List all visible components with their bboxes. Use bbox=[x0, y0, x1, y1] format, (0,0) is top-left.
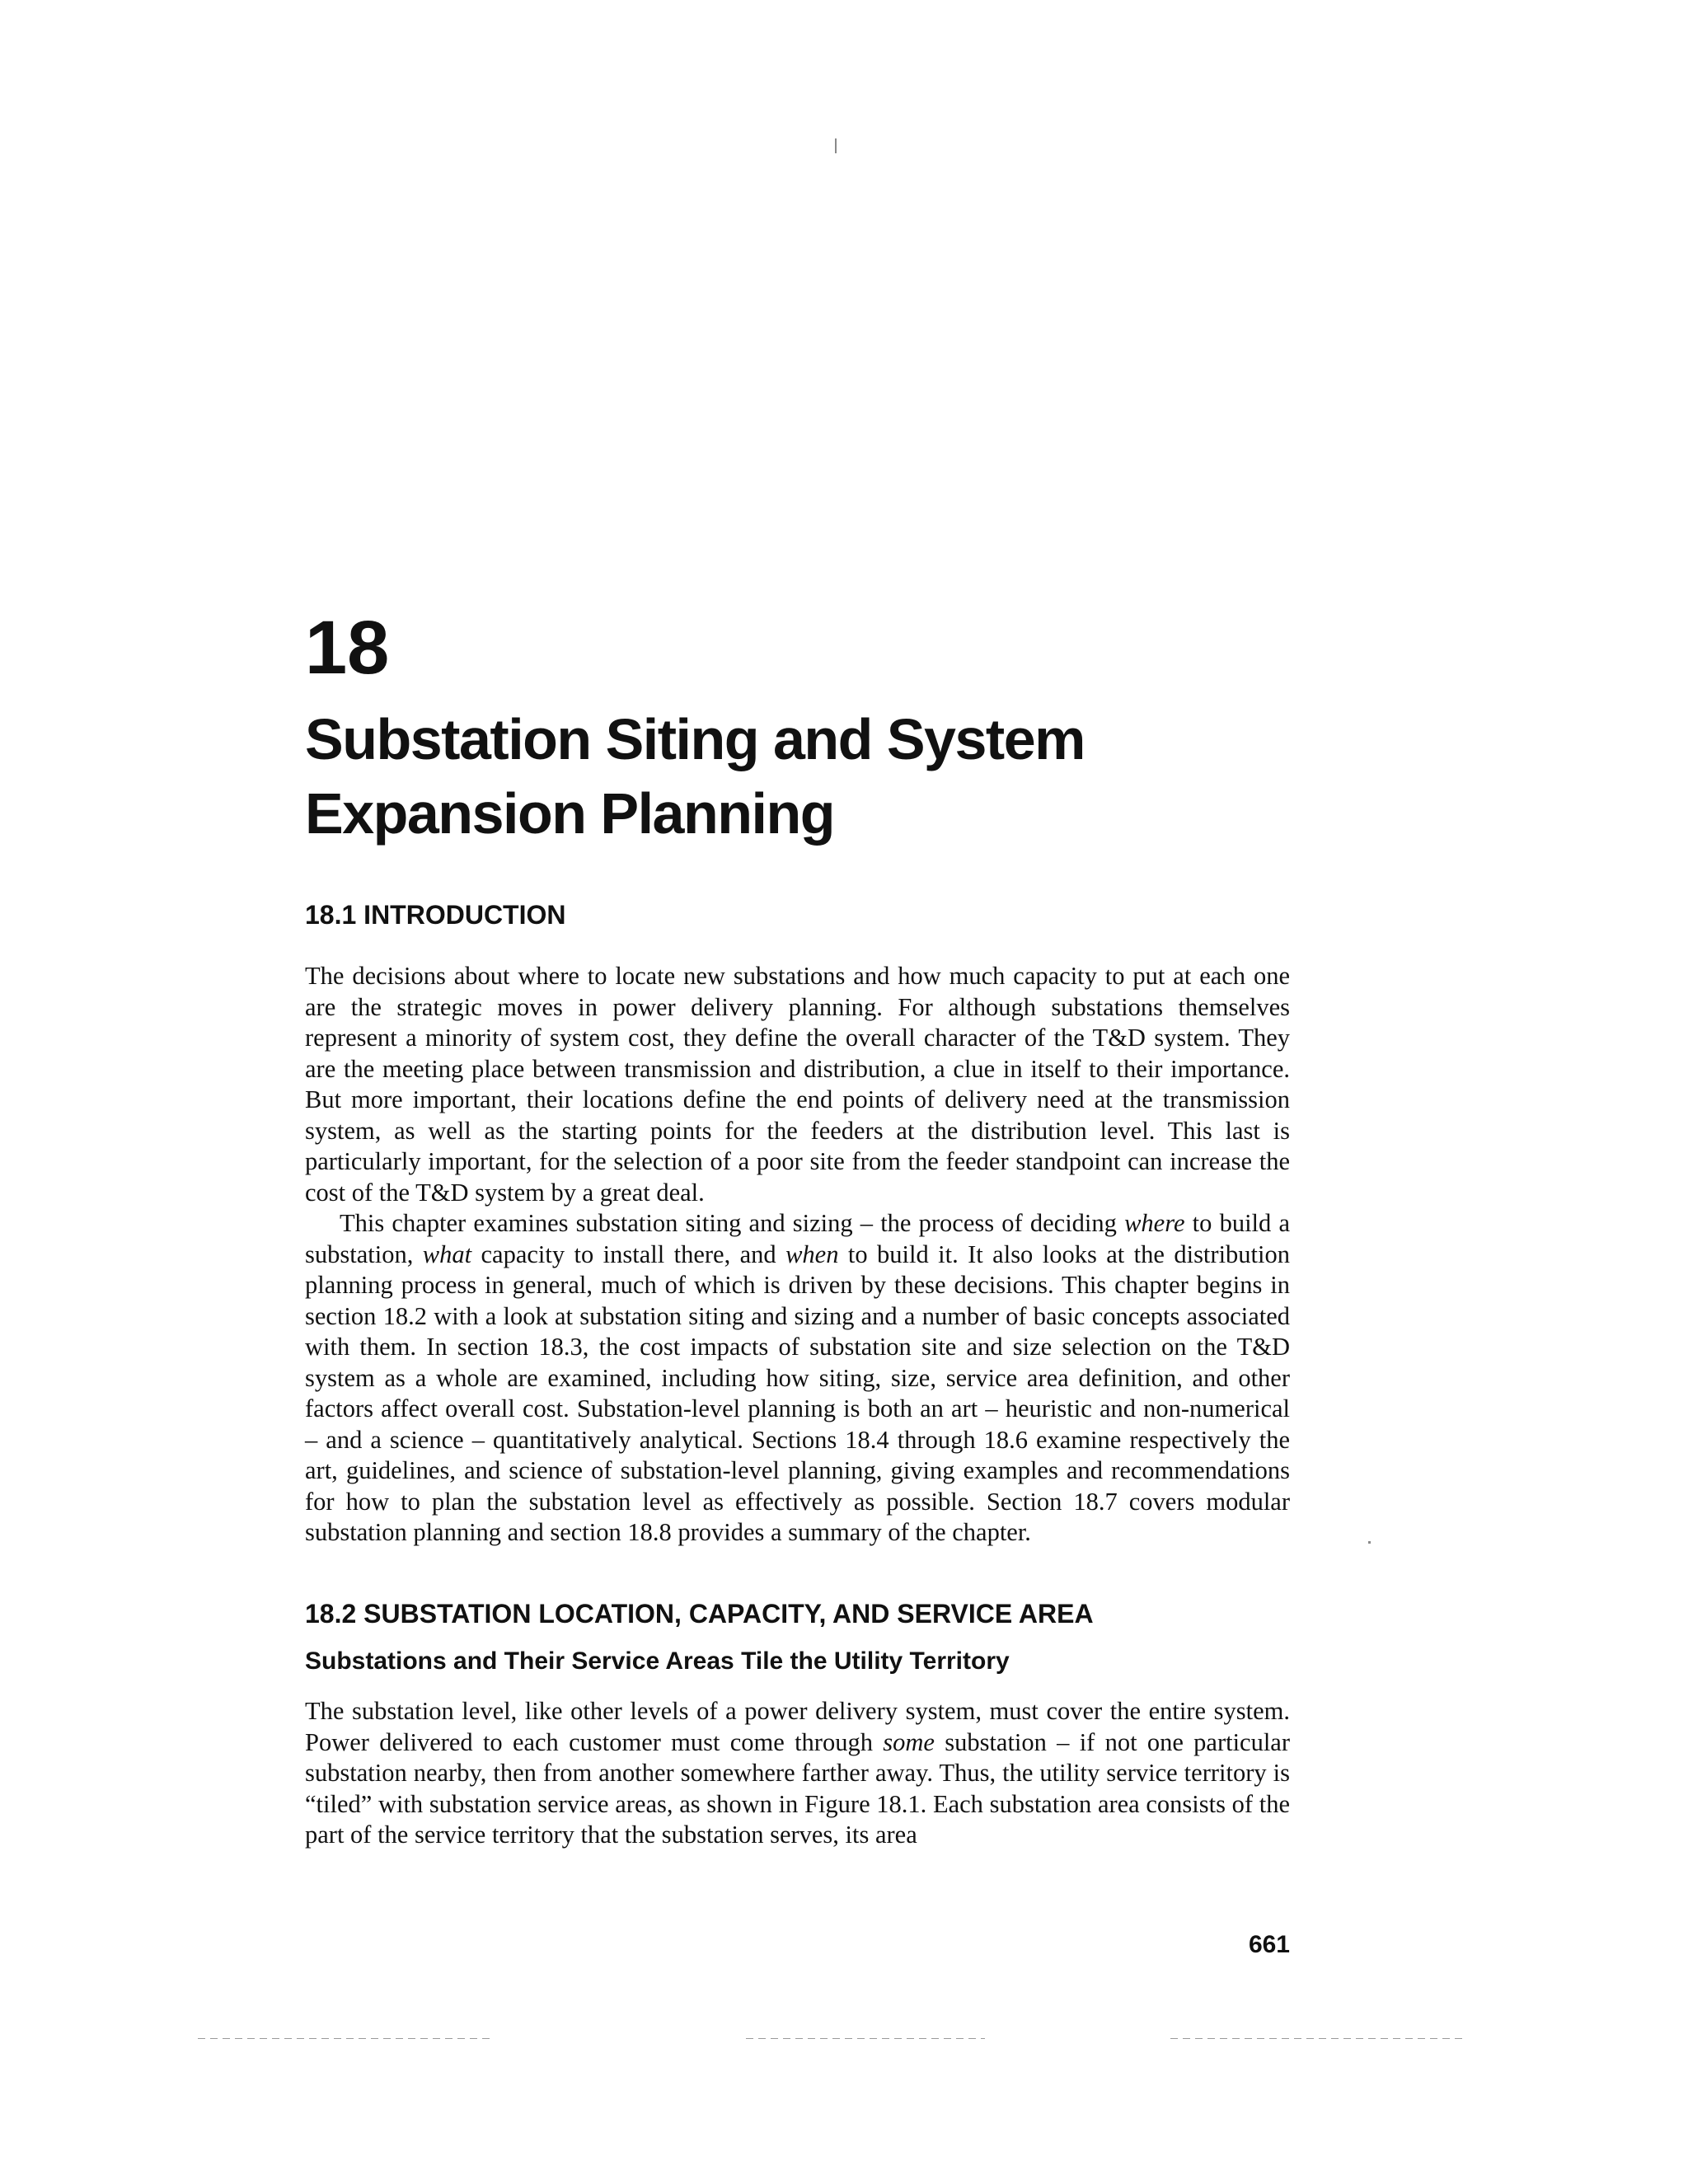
scan-edge-line-left bbox=[198, 2038, 495, 2039]
section-heading-substation-location: 18.2 SUBSTATION LOCATION, CAPACITY, AND SERVICE AREA bbox=[305, 1599, 1094, 1629]
scan-artifact-mark bbox=[835, 138, 837, 153]
section-2-text bbox=[305, 1696, 1290, 1851]
section-2-paragraph-1: The substation level, like other levels of a power delivery system, must cover the entire system. Power delivered to each customer must come through some substation – if not one particular substation nearby, then from another somewhere farther away. Thus, the utility service territory is “tiled” with substation service areas, as shown in Figure 18.1. Each substation area consists of the part of the service territory that the substation serves, its area bbox=[305, 1697, 1291, 1849]
introduction-text bbox=[305, 961, 1290, 1549]
page-number: 661 bbox=[1248, 1931, 1290, 1958]
scan-artifact-dot bbox=[1368, 1541, 1371, 1544]
chapter-title: Substation Siting and System Expansion Planning bbox=[305, 707, 1085, 846]
introduction-paragraph-1: The decisions about where to locate new substations and how much capacity to put at each one are the strategic moves in power delivery planning. For although substations themselves represent a minority of system cost, they define the overall character of the T&D system. They are the meeting place between transmission and distribution, a clue in itself to their importance. But more important, their locations define the end points of delivery need at the transmission system, as well as the starting points for the feeders at the distribution level. This last is particularly important, for the selection of a poor site from the feeder standpoint can increase the cost of the T&D system by a great deal. bbox=[305, 962, 1290, 1207]
section-heading-introduction: 18.1 INTRODUCTION bbox=[305, 900, 566, 930]
subheading-service-areas: Substations and Their Service Areas Tile the Utility Territory bbox=[305, 1647, 1010, 1675]
scan-edge-line-right bbox=[1170, 2038, 1467, 2039]
scan-edge-line-middle bbox=[746, 2038, 985, 2039]
chapter-number: 18 bbox=[305, 606, 390, 690]
introduction-paragraph-2: This chapter examines substation siting and sizing – the process of deciding where to build a substation, what capacity to install there, and when to build it. It also looks at the distribution planning process in general, much of which is driven by these decisions. This chapter begins in section 18.2 with a look at substation siting and sizing and a number of basic concepts associated with them. In section 18.3, the cost impacts of substation site and size selection on the T&D system as a whole are examined, including how siting, size, service area definition, and other factors affect overall cost. Substation-level planning is both an art – heuristic and non-numerical – and a science – quantitatively analytical. Sections 18.4 through 18.6 examine respectively the art, guidelines, and science of substation-level planning, giving examples and recommendations for how to plan the substation level as effectively as possible. Section 18.7 covers modular substation planning and section 18.8 provides a summary of the chapter. bbox=[305, 1209, 1290, 1546]
